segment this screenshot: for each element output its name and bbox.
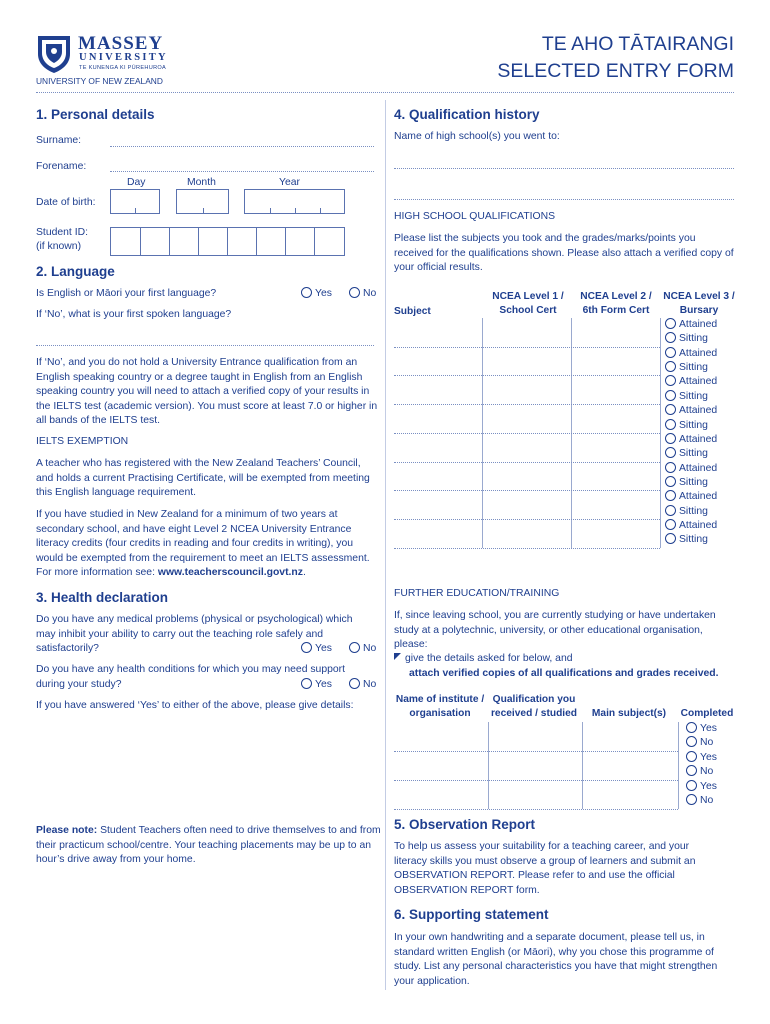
- details-question: If you have answered ‘Yes’ to either of the above, please give details:: [36, 700, 354, 711]
- ielts-paragraph: If ‘No’, and you do not hold a University Entrance qualification from an English speaking country or a degree taught in English from an English speaking country you will need to attach a verified copy of your results in the IELTS test (academic version). You must score at least 7.0 or higher in all bands of the IELTS test.: [36, 357, 378, 426]
- further-education-heading: FURTHER EDUCATION/TRAINING: [394, 588, 560, 599]
- hs-sitting-option-label: Sitting: [679, 505, 708, 517]
- driving-note: [36, 824, 381, 868]
- forename-field[interactable]: [110, 171, 374, 172]
- school-name-field-2[interactable]: [394, 199, 734, 200]
- medical-yes[interactable]: Yes: [301, 642, 332, 656]
- medical-question: Do you have any medical problems (physical or psychological) which may inhibit your ability to carry out the teaching role safely and satisfactorily?: [36, 614, 353, 654]
- fe-row-divider: [394, 809, 678, 810]
- fe-qualification-cell[interactable]: [488, 722, 582, 751]
- observation-heading: 5. Observation Report: [394, 817, 536, 832]
- hs-attained-option-label: Attained: [679, 405, 718, 417]
- year-label: Year: [279, 177, 300, 188]
- hs-ncea1-cell[interactable]: [482, 519, 571, 548]
- hs-sitting-option-label: Sitting: [679, 476, 708, 488]
- fe-completed-yes[interactable]: [686, 722, 717, 736]
- radio-icon[interactable]: [665, 476, 676, 487]
- hs-attained-option-label: Attained: [679, 433, 718, 445]
- radio-icon[interactable]: [665, 375, 676, 386]
- hs-sitting-option-label: Sitting: [679, 362, 708, 374]
- fe-completed-no[interactable]: [686, 736, 713, 750]
- hs-ncea2-cell[interactable]: [571, 519, 660, 548]
- student-id-hint: (if known): [36, 241, 82, 252]
- col-main-subjects: Main subject(s): [591, 708, 667, 719]
- col-ncea2: NCEA Level 2 / 6th Form Cert: [580, 291, 652, 316]
- radio-icon[interactable]: [686, 736, 697, 747]
- surname-field[interactable]: [110, 146, 374, 147]
- crest-icon: [36, 34, 72, 74]
- supporting-text: In your own handwriting and a separate document, please tell us, in standard written English (or Māori), why you chose this programme of study. List any personal characteristics you have that might strengthen your application.: [394, 932, 718, 987]
- radio-icon[interactable]: [349, 678, 360, 689]
- fe-qualification-cell[interactable]: [488, 751, 582, 780]
- hs-subject-cell[interactable]: [394, 462, 482, 491]
- hs-ncea1-cell[interactable]: [482, 375, 571, 404]
- note-text: Student Teachers often need to drive themselves to and from their practicum school/centre. Your teaching placements may be up to an hour’s drive away from your home.: [36, 825, 381, 865]
- radio-icon[interactable]: [686, 780, 697, 791]
- hs-attained-option-label: Attained: [679, 491, 718, 503]
- hs-sitting-option[interactable]: [665, 390, 708, 404]
- dob-day-box[interactable]: [110, 189, 160, 214]
- forename-label: Forename:: [36, 161, 87, 172]
- radio-icon[interactable]: [301, 287, 312, 298]
- hs-qualifications-heading: HIGH SCHOOL QUALIFICATIONS: [394, 211, 556, 222]
- hs-sitting-option[interactable]: [665, 476, 708, 490]
- logo-name: MASSEY: [78, 33, 164, 54]
- teachers-council-link[interactable]: www.teacherscouncil.govt.nz: [157, 567, 303, 578]
- hs-ncea2-cell[interactable]: [571, 490, 660, 519]
- medical-no[interactable]: No: [349, 642, 376, 656]
- fe-qualification-cell[interactable]: [488, 780, 582, 809]
- radio-icon[interactable]: [686, 751, 697, 762]
- radio-icon[interactable]: [301, 642, 312, 653]
- language-heading: 2. Language: [36, 264, 115, 279]
- hs-ncea2-cell[interactable]: [571, 433, 660, 462]
- hs-ncea1-cell[interactable]: [482, 462, 571, 491]
- hs-col-divider: [660, 318, 661, 548]
- hs-attained-option[interactable]: [665, 318, 717, 332]
- teachers-council-paragraph: A teacher who has registered with the New Zealand Teachers’ Council, and holds a current Practising Certificate, will be exempted from meeting this English language requirement.: [36, 458, 370, 498]
- note-label: Please note:: [36, 825, 98, 836]
- fe-completed-yes-label: Yes: [700, 723, 717, 734]
- nz-study-paragraph: [36, 508, 378, 581]
- spoken-language-field[interactable]: [36, 345, 374, 346]
- nz-study-text: If you have studied in New Zealand for a minimum of two years at secondary school, and have eight Level 2 NCEA University Entrance literacy credits (four credits in reading and four credits in writing), you would be exempted from the requirement to meet an IELTS assessment. For more information see:: [36, 509, 370, 578]
- form-title-line2: SELECTED ENTRY FORM: [497, 60, 734, 82]
- radio-icon[interactable]: [349, 642, 360, 653]
- hs-ncea1-cell[interactable]: [482, 347, 571, 376]
- fe-institute-cell[interactable]: [394, 780, 488, 809]
- hs-sitting-option-label: Sitting: [679, 419, 708, 431]
- hs-sitting-option[interactable]: [665, 419, 708, 433]
- radio-icon[interactable]: [665, 505, 676, 516]
- surname-label: Surname:: [36, 135, 82, 146]
- hs-sitting-option-label: Sitting: [679, 534, 708, 546]
- hs-qualifications-text: Please list the subjects you took and the grades/marks/points you received for the qualifications shown. Please also attach a verified copy of your official results.: [394, 233, 734, 273]
- radio-icon[interactable]: [686, 722, 697, 733]
- hs-attained-option[interactable]: [665, 375, 717, 389]
- logo-sub: UNIVERSITY: [79, 52, 168, 63]
- support-no[interactable]: No: [349, 678, 376, 692]
- col-qualification: Qualification you received / studied: [490, 694, 578, 719]
- radio-icon[interactable]: [665, 361, 676, 372]
- fe-subject-cell[interactable]: [582, 751, 678, 780]
- support-yes[interactable]: Yes: [301, 678, 332, 692]
- arrow-bullet-icon: [394, 653, 401, 660]
- period-text: .: [302, 567, 306, 578]
- fe-subject-cell[interactable]: [582, 722, 678, 751]
- fe-completed-yes-label: Yes: [700, 781, 717, 792]
- hs-ncea1-cell[interactable]: [482, 318, 571, 347]
- student-id-label: Student ID:: [36, 227, 88, 238]
- school-name-field[interactable]: [394, 168, 734, 169]
- hs-sitting-option-label: Sitting: [679, 448, 708, 460]
- personal-heading: 1. Personal details: [36, 107, 155, 122]
- first-language-question: Is English or Māori your first language?: [36, 288, 217, 299]
- form-title-line1: TE AHO TĀTAIRANGI: [541, 33, 734, 55]
- bullet-1: [394, 652, 573, 667]
- hs-sitting-option[interactable]: [665, 533, 708, 547]
- qualification-heading: 4. Qualification history: [394, 107, 540, 122]
- fe-completed-no[interactable]: [686, 765, 713, 779]
- spoken-language-question: If ‘No’, what is your first spoken language?: [36, 309, 232, 320]
- radio-icon[interactable]: [665, 390, 676, 401]
- radio-icon[interactable]: [665, 462, 676, 473]
- radio-icon[interactable]: [665, 447, 676, 458]
- hs-ncea2-cell[interactable]: [571, 318, 660, 347]
- header-divider: [36, 92, 734, 93]
- fe-completed-yes[interactable]: [686, 780, 717, 794]
- hs-sitting-option[interactable]: [665, 361, 708, 375]
- supporting-heading: 6. Supporting statement: [394, 907, 549, 922]
- hs-ncea2-cell[interactable]: [571, 462, 660, 491]
- col-ncea3: NCEA Level 3 / Bursary: [663, 291, 735, 316]
- hs-sitting-option[interactable]: [665, 447, 708, 461]
- dob-year-box[interactable]: [244, 189, 345, 214]
- hs-ncea1-cell[interactable]: [482, 433, 571, 462]
- radio-icon[interactable]: [301, 678, 312, 689]
- radio-icon[interactable]: [665, 347, 676, 358]
- hs-subject-cell[interactable]: [394, 490, 482, 519]
- hs-subject-cell[interactable]: [394, 404, 482, 433]
- radio-icon[interactable]: [686, 794, 697, 805]
- hs-attained-option[interactable]: [665, 490, 717, 504]
- radio-icon[interactable]: [665, 533, 676, 544]
- hs-attained-option-label: Attained: [679, 376, 718, 388]
- radio-icon[interactable]: [665, 419, 676, 430]
- month-label: Month: [187, 177, 216, 188]
- hs-sitting-option[interactable]: [665, 332, 708, 346]
- hs-qualifications-table: [394, 318, 734, 580]
- further-education-table: [394, 722, 734, 810]
- hs-ncea2-cell[interactable]: [571, 347, 660, 376]
- support-question: Do you have any health conditions for which you may need support during your study?: [36, 664, 346, 690]
- col-completed: Completed: [680, 708, 734, 719]
- radio-icon[interactable]: [665, 519, 676, 530]
- column-divider: [385, 100, 386, 990]
- radio-icon[interactable]: [665, 332, 676, 343]
- dob-label: Date of birth:: [36, 197, 96, 208]
- fe-completed-yes-label: Yes: [700, 752, 717, 763]
- hs-attained-option[interactable]: [665, 347, 717, 361]
- radio-icon[interactable]: [686, 765, 697, 776]
- hs-subject-cell[interactable]: [394, 318, 482, 347]
- hs-row-divider: [394, 548, 660, 549]
- hs-ncea1-cell[interactable]: [482, 490, 571, 519]
- radio-icon[interactable]: [665, 490, 676, 501]
- fe-subject-cell[interactable]: [582, 780, 678, 809]
- radio-icon[interactable]: [665, 404, 676, 415]
- hs-attained-option[interactable]: [665, 462, 717, 476]
- radio-icon[interactable]: [349, 287, 360, 298]
- fe-col-divider: [678, 722, 679, 809]
- bullet-2: attach verified copies of all qualifications and grades received.: [409, 668, 719, 679]
- logo-country: UNIVERSITY OF NEW ZEALAND: [36, 76, 163, 86]
- school-name-label: Name of high school(s) you went to:: [394, 131, 560, 142]
- hs-sitting-option[interactable]: [665, 505, 708, 519]
- fe-completed-no-label: No: [700, 737, 714, 749]
- hs-attained-option-label: Attained: [679, 319, 718, 330]
- radio-icon[interactable]: [665, 433, 676, 444]
- hs-subject-cell[interactable]: [394, 433, 482, 462]
- fe-completed-no[interactable]: [686, 794, 713, 808]
- col-ncea1: NCEA Level 1 / School Cert: [492, 291, 564, 316]
- logo-maori: TE KUNENGA KI PŪREHUROA: [79, 65, 167, 71]
- fe-completed-no-label: No: [700, 766, 714, 778]
- hs-attained-option[interactable]: [665, 519, 717, 533]
- observation-text: To help us assess your suitability for a teaching career, and your literacy skills you must observe a group of learners and submit an OBSERVATION REPORT. Please refer to and use the official OBSERVATION REPORT form.: [394, 841, 696, 896]
- ielts-exemption-heading: IELTS EXEMPTION: [36, 436, 129, 447]
- health-details-area[interactable]: [36, 715, 374, 815]
- hs-subject-cell[interactable]: [394, 519, 482, 548]
- hs-subject-cell[interactable]: [394, 347, 482, 376]
- col-institute: Name of institute / organisation: [395, 694, 485, 719]
- hs-subject-cell[interactable]: [394, 375, 482, 404]
- bullet-1-text: give the details asked for below, and: [405, 653, 573, 664]
- col-subject: Subject: [394, 306, 431, 317]
- hs-sitting-option-label: Sitting: [679, 333, 708, 345]
- fe-completed-yes[interactable]: [686, 751, 717, 765]
- hs-attained-option[interactable]: [665, 433, 717, 447]
- hs-ncea2-cell[interactable]: [571, 404, 660, 433]
- health-heading: 3. Health declaration: [36, 590, 169, 605]
- fe-institute-cell[interactable]: [394, 722, 488, 751]
- day-label: Day: [127, 177, 146, 188]
- first-language-no[interactable]: No: [349, 287, 376, 301]
- first-language-yes[interactable]: Yes: [301, 287, 332, 301]
- student-id-box[interactable]: [110, 227, 345, 256]
- hs-attained-option[interactable]: [665, 404, 717, 418]
- further-education-text: If, since leaving school, you are currently studying or have undertaken study at a polytechnic, university, or other educational organisation, please:: [394, 610, 716, 650]
- dob-month-box[interactable]: [176, 189, 229, 214]
- radio-icon[interactable]: [665, 318, 676, 329]
- hs-attained-option-label: Attained: [679, 519, 718, 531]
- hs-attained-option-label: Attained: [679, 347, 718, 359]
- hs-ncea1-cell[interactable]: [482, 404, 571, 433]
- fe-institute-cell[interactable]: [394, 751, 488, 780]
- hs-sitting-option-label: Sitting: [679, 390, 708, 402]
- hs-attained-option-label: Attained: [679, 462, 718, 474]
- hs-ncea2-cell[interactable]: [571, 375, 660, 404]
- fe-completed-no-label: No: [700, 795, 714, 807]
